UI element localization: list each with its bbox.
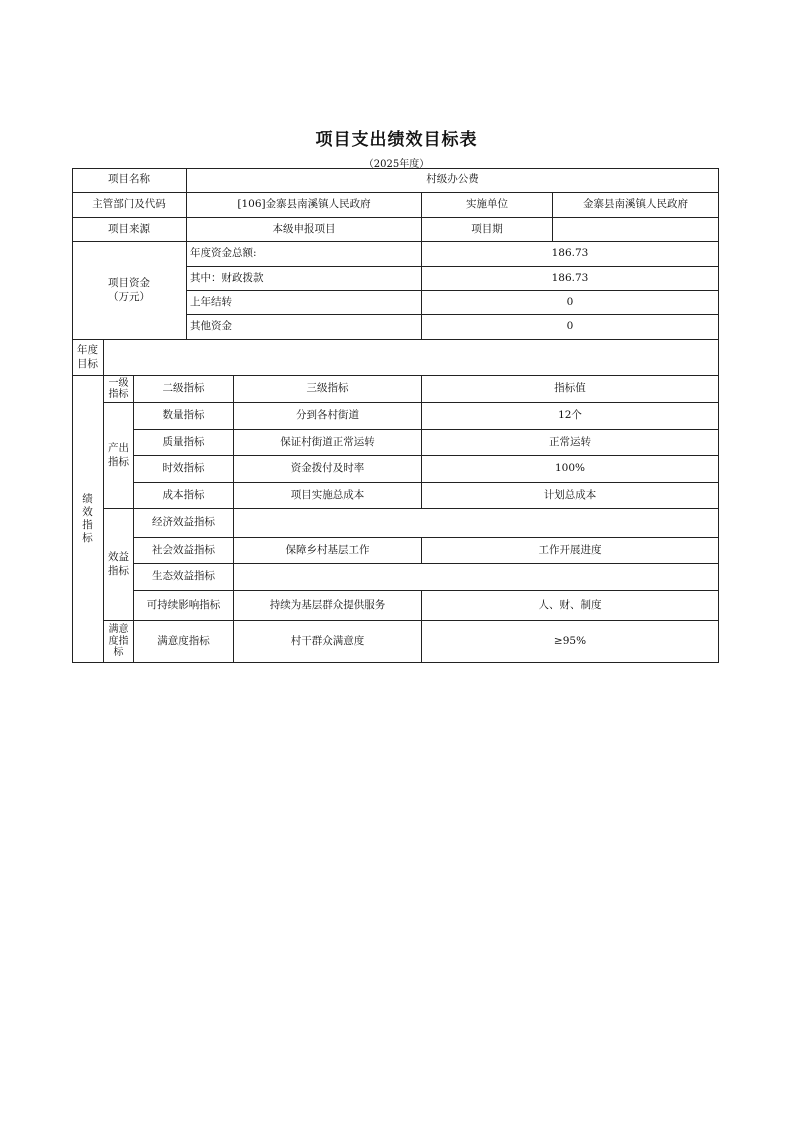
fiscal-year: （2025年度） (363, 159, 430, 170)
label-annual-goal (72, 340, 104, 376)
value-annual-goal (104, 340, 719, 376)
value-other-funds: 0 (422, 315, 719, 340)
group-benefit (104, 509, 134, 621)
row-level2: 满意度指标 (134, 621, 234, 663)
row-level3: 保障乡村基层工作 (234, 538, 422, 564)
group-benefit-line2: 指标 (108, 564, 129, 577)
row-level2: 成本指标 (134, 483, 234, 509)
row-level3: 项目实施总成本 (234, 483, 422, 509)
row-merged-empty (234, 564, 719, 591)
value-dept-code: [106]金寨县南溪镇人民政府 (187, 193, 422, 218)
row-value: 人、财、制度 (422, 591, 719, 621)
value-impl-unit: 金寨县南溪镇人民政府 (553, 193, 719, 218)
label-last-year-carry: 上年结转 (187, 291, 422, 315)
header-level1 (104, 376, 134, 403)
group-benefit-line1: 效益 (108, 551, 129, 564)
value-project-period (553, 218, 719, 242)
perf-char-4: 标 (82, 532, 93, 545)
group-output (104, 403, 134, 509)
label-fiscal-allocation: 其中：财政拨款 (187, 267, 422, 291)
group-satisfaction (104, 621, 134, 663)
row-value: 计划总成本 (422, 483, 719, 509)
row-merged-empty (234, 509, 719, 538)
header-indicator-value: 指标值 (422, 376, 719, 403)
value-project-source: 本级申报项目 (187, 218, 422, 242)
group-output-line2: 指标 (108, 455, 129, 468)
row-value: 100% (422, 456, 719, 483)
header-level1-line1: 一级 (108, 377, 129, 389)
row-level2: 数量指标 (134, 403, 234, 430)
annual-goal-line1: 年度 (77, 344, 98, 357)
group-satisfaction-line2: 度指 (108, 635, 129, 647)
row-level3: 分到各村街道 (234, 403, 422, 430)
value-last-year-carry: 0 (422, 291, 719, 315)
group-output-line1: 产出 (108, 442, 129, 455)
label-impl-unit: 实施单位 (422, 193, 553, 218)
value-annual-total: 186.73 (422, 242, 719, 267)
value-fiscal-allocation: 186.73 (422, 267, 719, 291)
label-project-period: 项目期 (422, 218, 553, 242)
row-level3: 资金拨付及时率 (234, 456, 422, 483)
row-value: ≥95% (422, 621, 719, 663)
page-title: 项目支出绩效目标表 (315, 130, 478, 150)
value-project-name: 村级办公费 (187, 168, 719, 193)
label-project-name: 项目名称 (72, 168, 187, 193)
label-project-source: 项目来源 (72, 218, 187, 242)
annual-goal-line2: 目标 (77, 357, 98, 370)
perf-char-1: 绩 (82, 492, 93, 505)
row-value: 12个 (422, 403, 719, 430)
funds-label-line2: （万元） (108, 290, 150, 303)
row-level3: 村干群众满意度 (234, 621, 422, 663)
row-level3: 保证村街道正常运转 (234, 430, 422, 456)
row-value: 正常运转 (422, 430, 719, 456)
row-level2: 社会效益指标 (134, 538, 234, 564)
perf-char-2: 效 (82, 505, 93, 518)
row-level2: 时效指标 (134, 456, 234, 483)
row-level3: 持续为基层群众提供服务 (234, 591, 422, 621)
header-level2: 二级指标 (134, 376, 234, 403)
label-dept-code: 主管部门及代码 (72, 193, 187, 218)
perf-char-3: 指 (82, 519, 93, 531)
row-level2: 质量指标 (134, 430, 234, 456)
header-level3: 三级指标 (234, 376, 422, 403)
header-level1-line2: 指标 (108, 389, 129, 400)
label-performance-indicators (72, 376, 104, 663)
funds-label-line1: 项目资金 (108, 277, 150, 290)
row-level2: 可持续影响指标 (134, 591, 234, 621)
group-satisfaction-line1: 满意 (108, 624, 129, 636)
group-satisfaction-line3: 标 (113, 647, 124, 659)
row-value: 工作开展进度 (422, 538, 719, 564)
row-level2: 生态效益指标 (134, 564, 234, 591)
label-annual-total: 年度资金总额: (187, 242, 422, 267)
row-level2: 经济效益指标 (134, 509, 234, 538)
label-other-funds: 其他资金 (187, 315, 422, 340)
label-project-funds (72, 242, 187, 340)
